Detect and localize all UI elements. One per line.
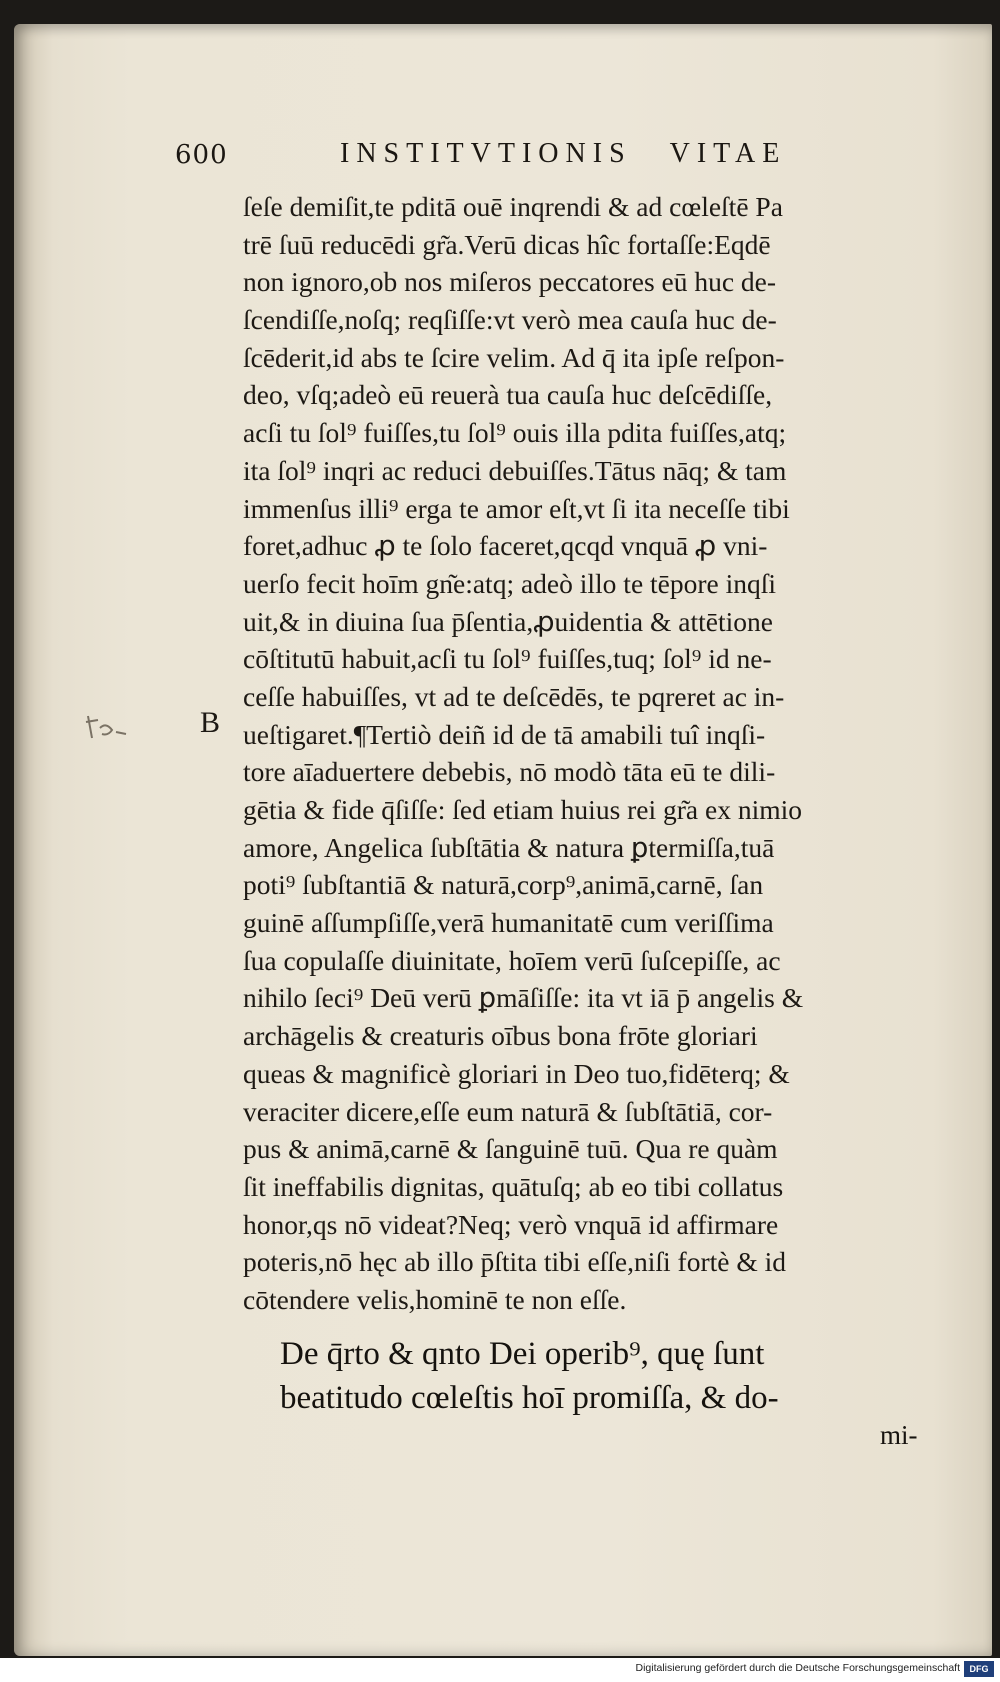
text-line: ſcēderit,id abs te ſcire velim. Ad q̄ ita ipſe reſpon-: [243, 341, 785, 373]
text-line: tore aīaduertere debebis, nō modò tāta eū te dili-: [243, 756, 776, 788]
text-line: amore, Angelica ſubſtātia & natura ꝑtermiſſa,tuā: [243, 831, 775, 863]
text-line: non ignoro,ob nos miſeros peccatores eū huc de-: [243, 266, 777, 298]
marginal-section-letter: B: [200, 706, 221, 739]
text-line: foret,adhuc ꝓ te ſolo faceret,qcqd vnquā ꝓ vni-: [243, 530, 768, 562]
running-head-word-2: VITAE: [669, 138, 787, 169]
text-line: ita ſol⁹ inqri ac reduci debuiſſes.Tātus nāq; & tam: [243, 454, 787, 486]
text-line: deo, vſq;adeò eū reuerà tua cauſa huc deſcēdiſſe,: [243, 379, 773, 411]
running-head: [340, 138, 840, 170]
dfg-logo: DFG: [964, 1661, 994, 1677]
text-line: honor,qs nō videat?Neq; verò vnquā id affirmare: [243, 1208, 779, 1240]
text-line: ceſſe habuiſſes, vt ad te deſcēdēs, te pqreret ac in-: [243, 680, 785, 712]
text-line: guinē aſſumpſiſſe,verā humanitatē cum veriſſima: [243, 907, 774, 939]
heading-line: beatitudo cœleſtis hoī promiſſa, & do-: [280, 1380, 779, 1416]
text-line: cōſtitutū habuit,acſi tu ſol⁹ fuiſſes,tuq; ſol⁹ id ne-: [243, 643, 772, 675]
text-line: ſcendiſſe,noſq; reqſiſſe:vt verò mea cauſa huc de-: [243, 304, 777, 336]
text-line: ſeſe demiſit,te pditā ouē inqrendi & ad cœleſtē Pa: [243, 191, 783, 222]
running-head-word-1: INSTITVTIONIS: [340, 138, 632, 169]
text-line: cōtendere velis,hominē te non eſſe.: [243, 1283, 627, 1315]
text-line: poti⁹ ſubſtantiā & naturā,corp⁹,animā,carnē, ſan: [243, 869, 764, 901]
text-line: pus & animā,carnē & ſanguinē tuū. Qua re quàm: [243, 1133, 778, 1165]
text-line: ueſtigaret.¶Tertiò deiñ id de tā amabili tuî inqſi-: [243, 718, 766, 750]
text-line: nihilo ſeci⁹ Deū verū ꝑmāſiſſe: ita vt iā p̄ angelis &: [243, 982, 804, 1014]
text-line: acſi tu ſol⁹ fuiſſes,tu ſol⁹ ouis illa pdita fuiſſes,atq;: [243, 417, 787, 449]
text-line: uit,& in diuina ſua p̄ſentia,ꝓuidentia & attētione: [243, 605, 773, 637]
text-line: trē ſuū reducēdi gr͂a.Verū dicas hîc fortaſſe:Eqdē: [243, 228, 771, 260]
text-line: uerſo fecit hoīm gn͂e:atq; adeò illo te tēpore inqſi: [243, 567, 777, 599]
heading-line: De q̄rto & qnto Dei operib⁹, quę ſunt: [280, 1336, 765, 1372]
section-heading: [280, 1332, 940, 1420]
text-line: ſit ineffabilis dignitas, quātuſq; ab eo tibi collatus: [243, 1170, 784, 1202]
text-line: ſua copulaſſe diuinitate, hoīem verū ſuſcepiſſe, ac: [243, 944, 781, 976]
text-line: gētia & fide q̄ſiſſe: ſed etiam huius rei gr͂a ex nimio: [243, 794, 803, 825]
digitization-footer: [0, 1658, 1000, 1682]
text-line: queas & magnificè gloriari in Deo tuo,fidēterq; &: [243, 1057, 790, 1089]
body-text: [243, 188, 933, 1319]
catchword: mi-: [880, 1420, 918, 1450]
page-number: 600: [175, 140, 228, 170]
marginal-ink-mark: [82, 708, 130, 744]
footer-credit: Digitalisierung gefördert durch die Deutsche Forschungsgemeinschaft: [635, 1662, 960, 1674]
text-line: veraciter dicere,eſſe eum naturā & ſubſtātiā, cor-: [243, 1095, 773, 1127]
text-line: archāgelis & creaturis oībus bona frōte gloriari: [243, 1020, 758, 1052]
text-line: poteris,nō hęc ab illo p̄ſtita tibi eſſe,niſi fortè & id: [243, 1246, 787, 1278]
text-line: immenſus illi⁹ erga te amor eſt,vt ſi ita neceſſe tibi: [243, 492, 790, 524]
